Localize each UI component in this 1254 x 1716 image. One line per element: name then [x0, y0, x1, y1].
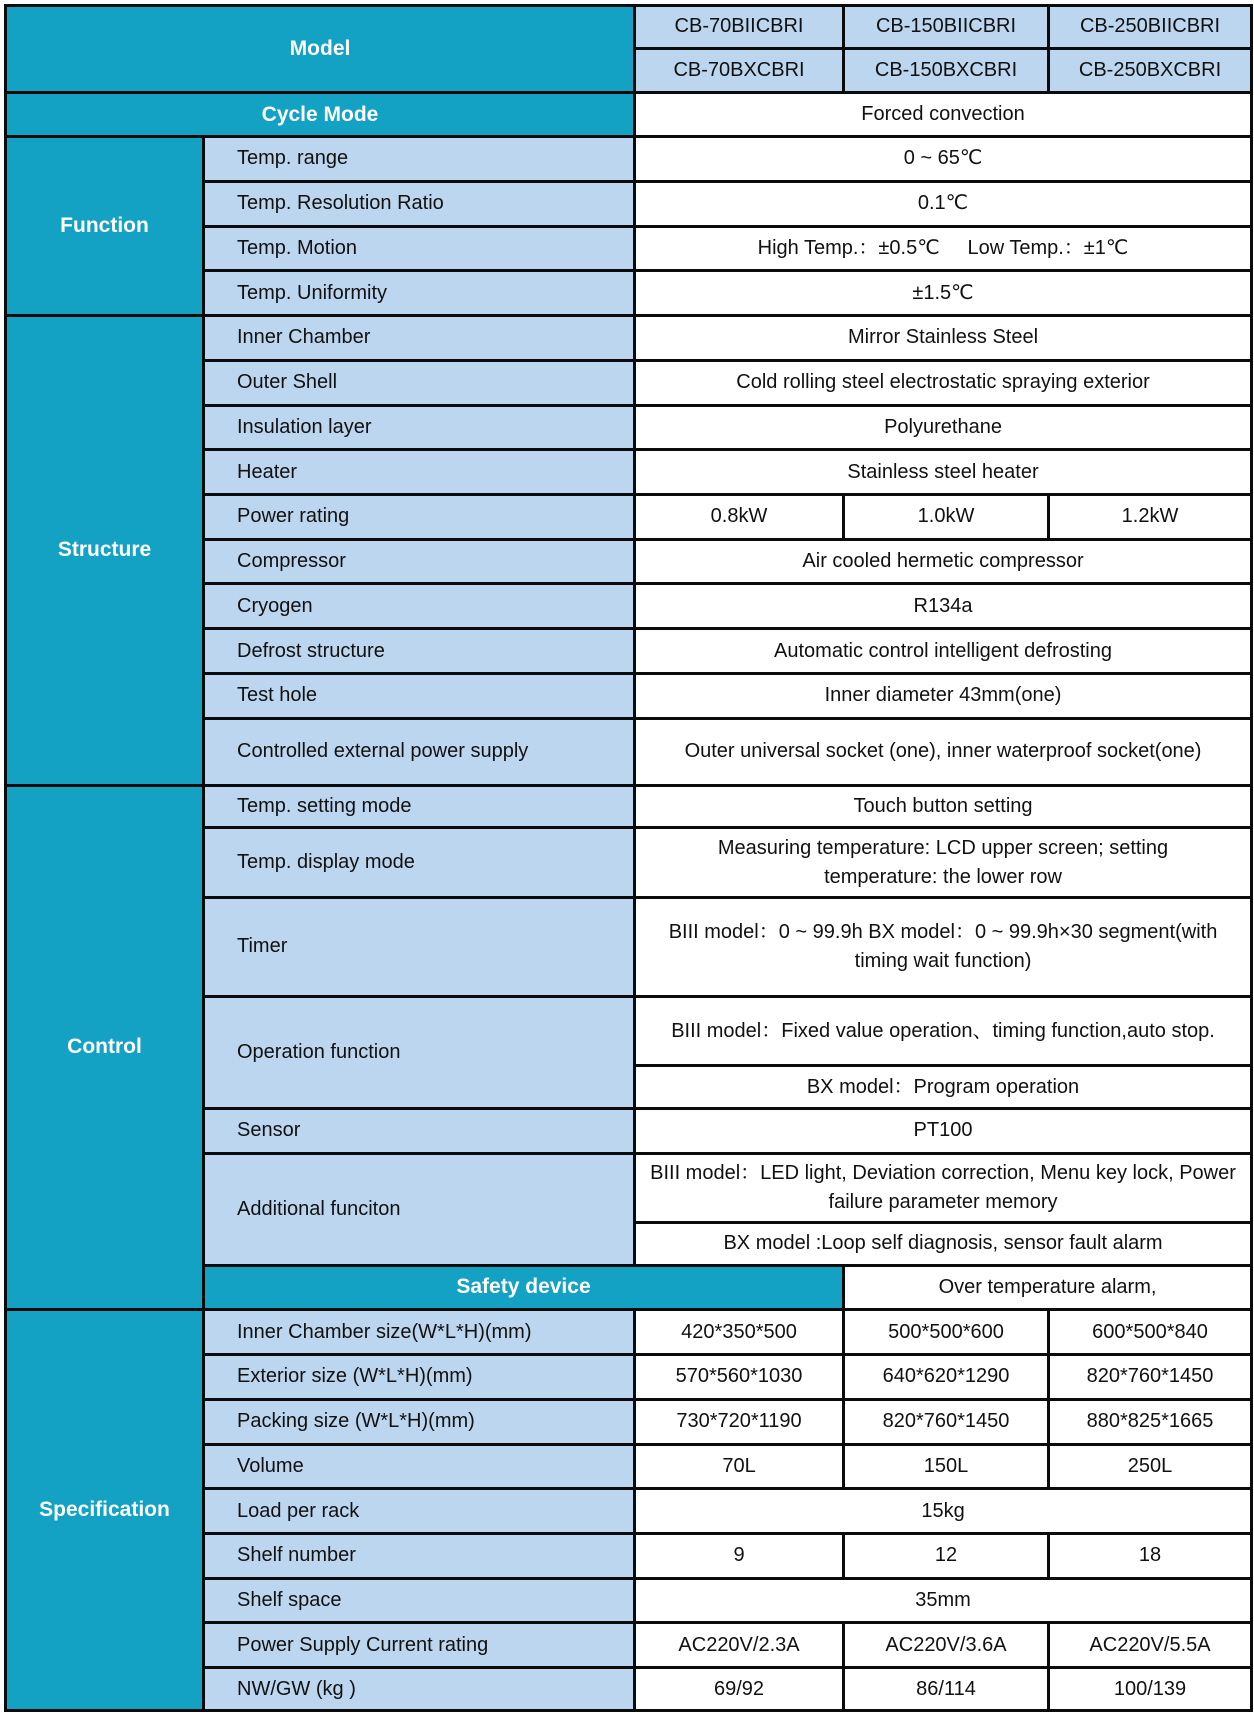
row-label: Temp. Uniformity	[204, 271, 635, 316]
row-value: 0.1℃	[635, 181, 1252, 226]
setting-mode-row	[6, 785, 1252, 828]
row-value: 12	[844, 1533, 1049, 1578]
row-value: 880*825*1665	[1049, 1399, 1252, 1444]
row-value: 1.2kW	[1049, 495, 1252, 540]
row-value: AC220V/5.5A	[1049, 1623, 1252, 1668]
row-value: Measuring temperature: LCD upper screen; setting temperature: the lower row	[635, 828, 1252, 897]
row-label: Inner Chamber	[204, 316, 635, 361]
row-label: Packing size (W*L*H)(mm)	[204, 1399, 635, 1444]
row-value: Air cooled hermetic compressor	[635, 539, 1252, 584]
row-value: 9	[635, 1533, 844, 1578]
row-label: Temp. Motion	[204, 226, 635, 271]
row-label: Operation function	[204, 997, 635, 1109]
row-value: High Temp.：±0.5℃ Low Temp.：±1℃	[635, 226, 1252, 271]
row-value: BIII model：LED light, Deviation correction, Menu key lock, Power failure parameter memory	[635, 1153, 1252, 1222]
row-label: Shelf number	[204, 1533, 635, 1578]
row-label: Controlled external power supply	[204, 718, 635, 785]
row-value: 150L	[844, 1444, 1049, 1489]
row-label: Inner Chamber size(W*L*H)(mm)	[204, 1310, 635, 1355]
function-section-label: Function	[6, 137, 204, 316]
row-label: Temp. range	[204, 137, 635, 182]
row-label: Defrost structure	[204, 629, 635, 674]
control-section-label: Control	[6, 785, 204, 1310]
row-value: Mirror Stainless Steel	[635, 316, 1252, 361]
row-value: BIII model：0 ~ 99.9h BX model：0 ~ 99.9h×30 segment(with timing wait function)	[635, 897, 1252, 997]
specification-table	[4, 4, 1253, 1712]
row-value: 0 ~ 65℃	[635, 137, 1252, 182]
row-label: Sensor	[204, 1109, 635, 1154]
row-value: Touch button setting	[635, 785, 1252, 828]
row-value: 100/139	[1049, 1668, 1252, 1711]
row-value: 600*500*840	[1049, 1310, 1252, 1355]
row-label: Test hole	[204, 673, 635, 718]
row-value: 250L	[1049, 1444, 1252, 1489]
model-name: CB-70BXCBRI	[635, 48, 844, 93]
row-value: BIII model：Fixed value operation、timing function,auto stop.	[635, 997, 1252, 1066]
row-value: 0.8kW	[635, 495, 844, 540]
row-value: Inner diameter 43mm(one)	[635, 673, 1252, 718]
inner-chamber-row	[6, 316, 1252, 361]
row-label: Outer Shell	[204, 360, 635, 405]
row-value: 35mm	[635, 1578, 1252, 1623]
row-label: Exterior size (W*L*H)(mm)	[204, 1355, 635, 1400]
model-header: Model	[6, 6, 635, 93]
row-value: AC220V/3.6A	[844, 1623, 1049, 1668]
row-value: BX model :Loop self diagnosis, sensor fault alarm	[635, 1222, 1252, 1265]
model-row-1	[6, 6, 1252, 49]
row-label: Additional funciton	[204, 1153, 635, 1265]
row-label: Cryogen	[204, 584, 635, 629]
row-value: Over temperature alarm,	[844, 1265, 1252, 1310]
row-label: Temp. setting mode	[204, 785, 635, 828]
row-value: Stainless steel heater	[635, 450, 1252, 495]
row-label: Insulation layer	[204, 405, 635, 450]
row-label: Temp. Resolution Ratio	[204, 181, 635, 226]
row-value: 820*760*1450	[1049, 1355, 1252, 1400]
cycle-mode-value: Forced convection	[635, 93, 1252, 137]
row-value: 500*500*600	[844, 1310, 1049, 1355]
row-value: PT100	[635, 1109, 1252, 1154]
row-value: 640*620*1290	[844, 1355, 1049, 1400]
row-value: 70L	[635, 1444, 844, 1489]
model-name: CB-250BXCBRI	[1049, 48, 1252, 93]
row-value: 15kg	[635, 1489, 1252, 1534]
row-value: Outer universal socket (one), inner waterproof socket(one)	[635, 718, 1252, 785]
model-name: CB-150BIICBRI	[844, 6, 1049, 49]
row-label: Timer	[204, 897, 635, 997]
row-value: 420*350*500	[635, 1310, 844, 1355]
row-label: Volume	[204, 1444, 635, 1489]
row-label: Shelf space	[204, 1578, 635, 1623]
row-value: 86/114	[844, 1668, 1049, 1711]
model-name: CB-150BXCBRI	[844, 48, 1049, 93]
model-name: CB-250BIICBRI	[1049, 6, 1252, 49]
row-label: Power rating	[204, 495, 635, 540]
row-value: 570*560*1030	[635, 1355, 844, 1400]
row-value: 730*720*1190	[635, 1399, 844, 1444]
row-value: Cold rolling steel electrostatic spraying exterior	[635, 360, 1252, 405]
row-label: Heater	[204, 450, 635, 495]
row-label: Temp. display mode	[204, 828, 635, 897]
row-label: Power Supply Current rating	[204, 1623, 635, 1668]
row-value: Polyurethane	[635, 405, 1252, 450]
model-name: CB-70BIICBRI	[635, 6, 844, 49]
cycle-mode-label: Cycle Mode	[6, 93, 635, 137]
row-value: ±1.5℃	[635, 271, 1252, 316]
specification-section-label: Specification	[6, 1310, 204, 1711]
row-value: 1.0kW	[844, 495, 1049, 540]
safety-label: Safety device	[204, 1265, 844, 1310]
row-value: BX model：Program operation	[635, 1066, 1252, 1109]
structure-section-label: Structure	[6, 316, 204, 786]
row-label: NW/GW (kg )	[204, 1668, 635, 1711]
inner-size-row	[6, 1310, 1252, 1355]
row-value: R134a	[635, 584, 1252, 629]
row-value: 820*760*1450	[844, 1399, 1049, 1444]
cycle-mode-row	[6, 93, 1252, 137]
row-value: AC220V/2.3A	[635, 1623, 844, 1668]
row-label: Load per rack	[204, 1489, 635, 1534]
row-value: 18	[1049, 1533, 1252, 1578]
row-label: Compressor	[204, 539, 635, 584]
row-value: Automatic control intelligent defrosting	[635, 629, 1252, 674]
temp-range-row	[6, 137, 1252, 182]
row-value: 69/92	[635, 1668, 844, 1711]
